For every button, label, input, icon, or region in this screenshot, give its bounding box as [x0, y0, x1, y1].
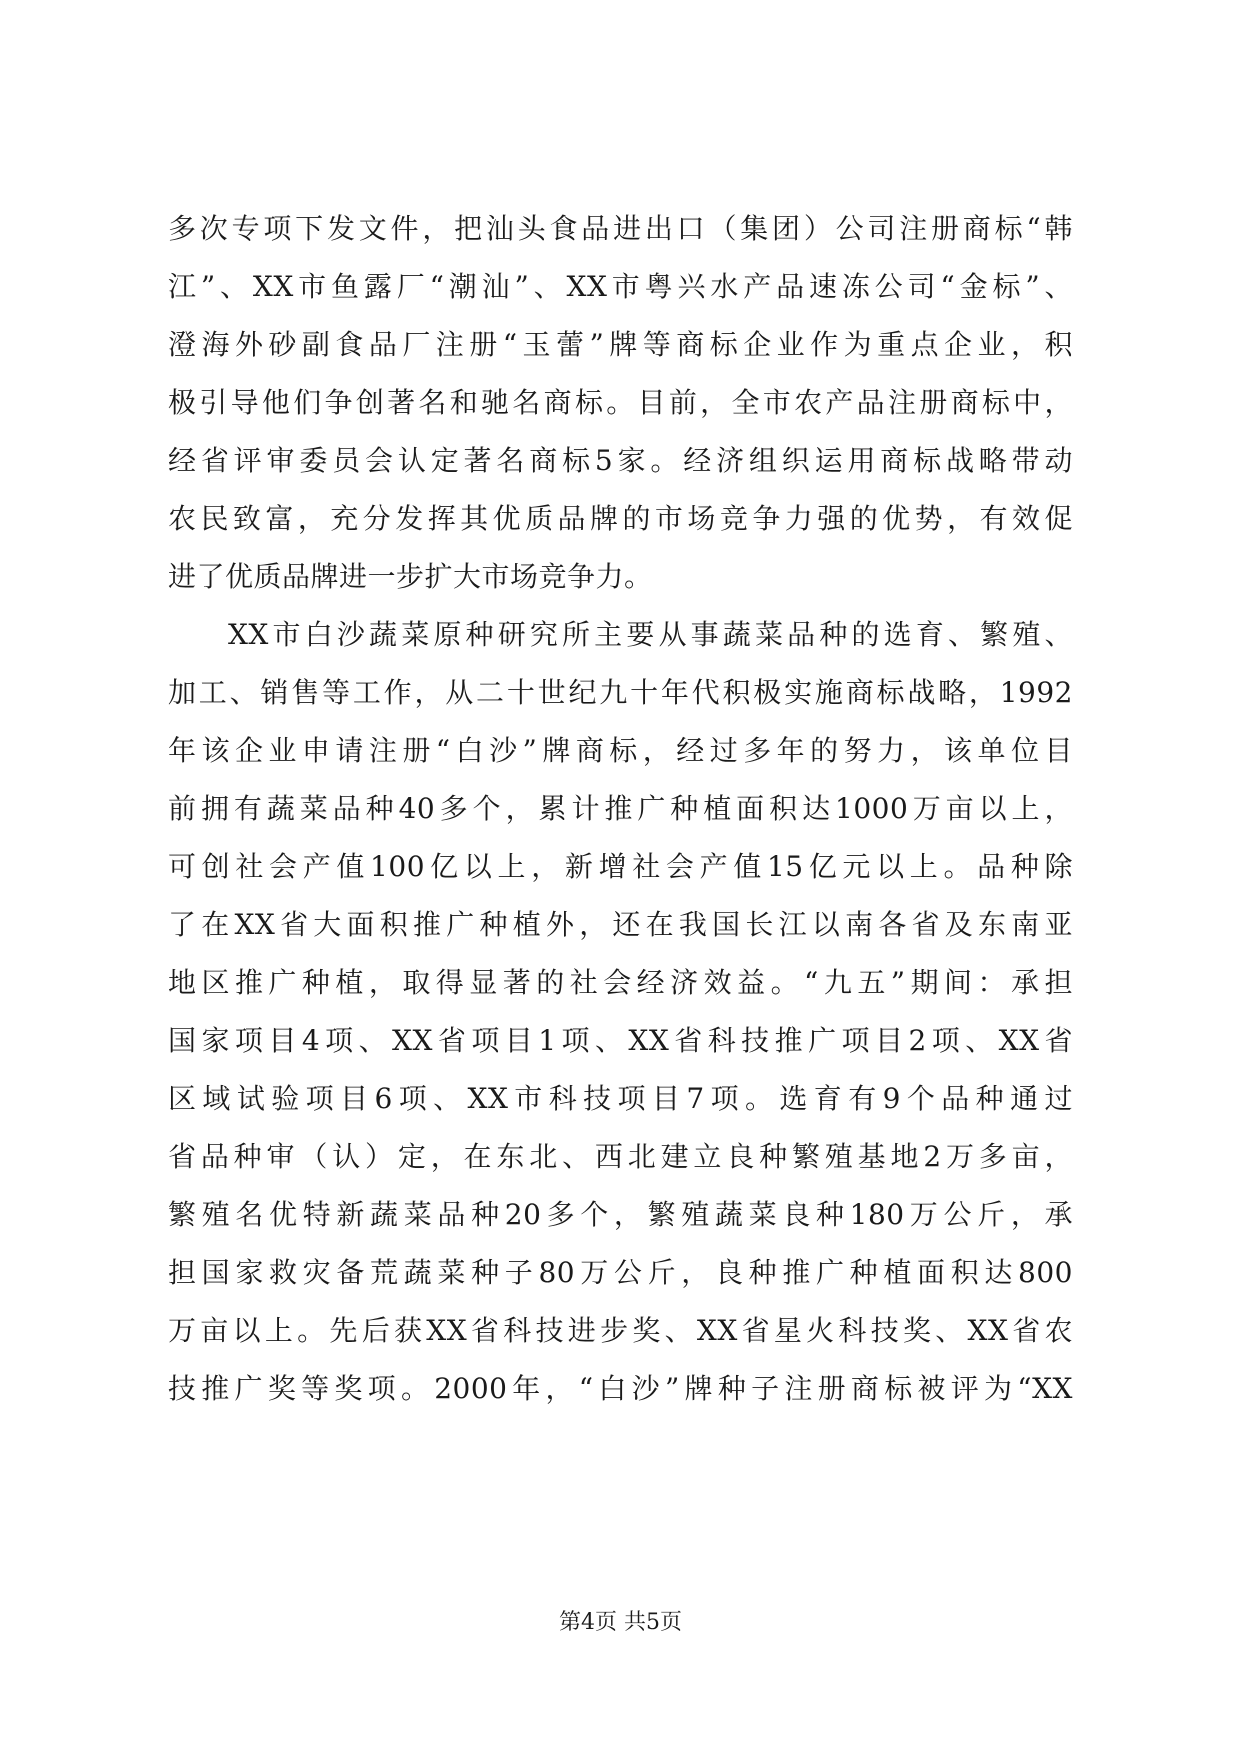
body-text — [168, 200, 1073, 1418]
text-line: 技推广奖等奖项。2000年，“白沙”牌种子注册商标被评为“XX — [168, 1372, 1073, 1405]
text-line: 繁殖名优特新蔬菜品种20多个，繁殖蔬菜良种180万公斤，承 — [168, 1198, 1073, 1231]
text-line: 经省评审委员会认定著名商标5家。经济组织运用商标战略带动 — [168, 444, 1073, 477]
text-line: 江”、XX市鱼露厂“潮汕”、XX市粤兴水产品速冻公司“金标”、 — [168, 270, 1073, 303]
text-line: 万亩以上。先后获XX省科技进步奖、XX省星火科技奖、XX省农 — [168, 1314, 1073, 1347]
text-line: 区域试验项目6项、XX市科技项目7项。选育有9个品种通过 — [168, 1082, 1073, 1115]
text-line: 前拥有蔬菜品种40多个，累计推广种植面积达1000万亩以上， — [168, 792, 1073, 825]
text-line: 进了优质品牌进一步扩大市场竞争力。 — [168, 560, 653, 593]
text-line: 省品种审（认）定，在东北、西北建立良种繁殖基地2万多亩， — [168, 1140, 1073, 1173]
page-footer — [0, 1608, 1241, 1638]
text-line: 担国家救灾备荒蔬菜种子80万公斤，良种推广种植面积达800 — [168, 1256, 1073, 1289]
text-line: 极引导他们争创著名和驰名商标。目前，全市农产品注册商标中， — [168, 386, 1073, 419]
text-line: 农民致富，充分发挥其优质品牌的市场竞争力强的优势，有效促 — [168, 502, 1073, 535]
text-line: 多次专项下发文件，把汕头食品进出口（集团）公司注册商标“韩 — [168, 212, 1073, 245]
text-line: 澄海外砂副食品厂注册“玉蕾”牌等商标企业作为重点企业，积 — [168, 328, 1073, 361]
text-line: 加工、销售等工作，从二十世纪九十年代积极实施商标战略，1992 — [168, 676, 1073, 709]
text-line: 地区推广种植，取得显著的社会经济效益。“九五”期间：承担 — [168, 966, 1073, 999]
text-line: 了在XX省大面积推广种植外，还在我国长江以南各省及东南亚 — [168, 908, 1073, 941]
text-line: 年该企业申请注册“白沙”牌商标，经过多年的努力，该单位目 — [168, 734, 1073, 767]
page-number: 第4页 共5页 — [559, 1610, 682, 1635]
text-line: 国家项目4项、XX省项目1项、XX省科技推广项目2项、XX省 — [168, 1024, 1073, 1057]
text-line: XX市白沙蔬菜原种研究所主要从事蔬菜品种的选育、繁殖、 — [228, 618, 1073, 651]
text-line: 可创社会产值100亿以上，新增社会产值15亿元以上。品种除 — [168, 850, 1073, 883]
